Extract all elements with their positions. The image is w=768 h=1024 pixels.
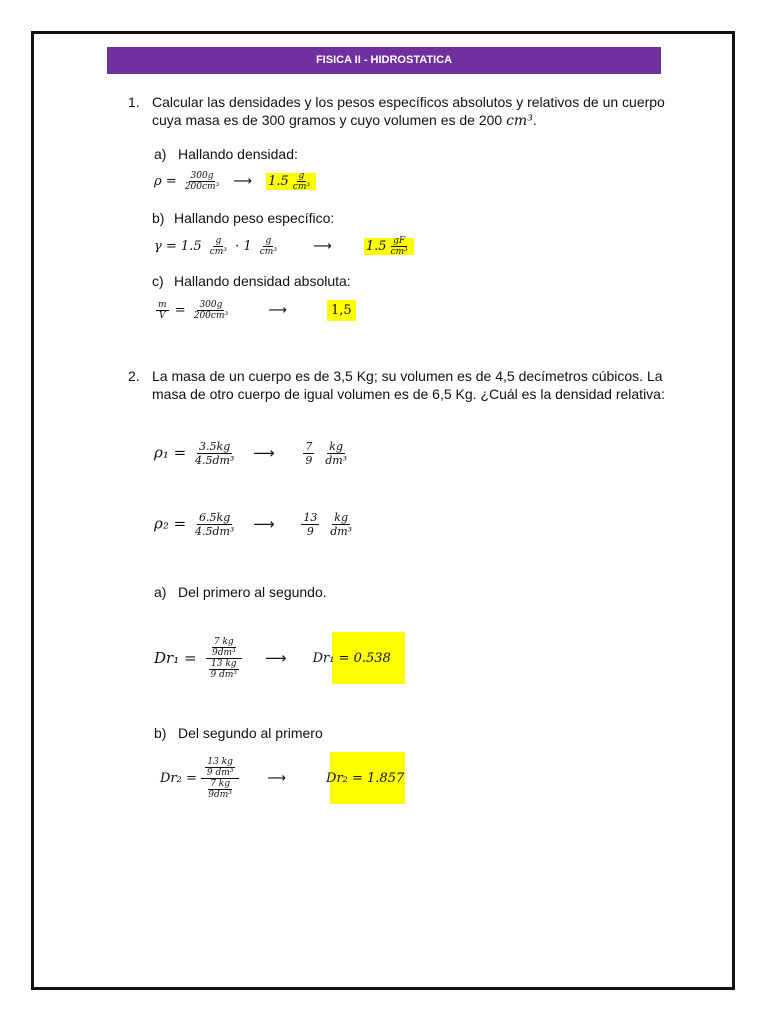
p1-a-result: [266, 173, 316, 190]
dr1-result: Dr₁ = 0.538: [312, 650, 391, 666]
problem1-number: 1.: [128, 94, 140, 110]
dr1-formula: [154, 632, 391, 684]
fraction-denominator: 9: [306, 525, 314, 538]
complex-fraction: [205, 637, 244, 680]
arrow-icon: ⟶: [253, 514, 275, 533]
p1-b-result: [364, 238, 414, 255]
fraction-numerator: 13 kg: [207, 756, 233, 767]
equals-sign: =: [174, 303, 186, 318]
fraction-denominator: 4.5dm³: [194, 525, 235, 538]
p2-b-text: Del segundo al primero: [178, 725, 323, 741]
p1-b-label: b): [152, 210, 165, 226]
fraction: [193, 440, 236, 467]
fraction-numerator: 3.5kg: [199, 440, 231, 453]
result-fraction: [301, 511, 319, 538]
fraction: [183, 171, 221, 192]
unit-fraction: [328, 511, 354, 538]
p1-a-text: Hallando densidad:: [178, 146, 298, 162]
arrow-icon: ⟶: [313, 239, 332, 254]
fraction: [208, 236, 229, 257]
fraction: [193, 511, 236, 538]
page-border: [31, 31, 735, 990]
complex-fraction: [201, 757, 240, 800]
fraction-denominator: [205, 659, 244, 680]
p1-c-result: 1,5: [327, 300, 356, 321]
fraction-denominator: cm³: [390, 247, 408, 257]
fraction-numerator: 7: [305, 440, 313, 453]
problem1-line1: Calcular las densidades y los pesos específicos absolutos y relativos de un cuerpo: [152, 94, 665, 110]
result-value: 1.5: [365, 239, 387, 254]
p1-c-text: Hallando densidad absoluta:: [174, 273, 351, 289]
problem2-line2: masa de otro cuerpo de igual volumen es de 6,5 Kg. ¿Cuál es la densidad relativa:: [152, 386, 665, 402]
fraction-denominator: V: [159, 311, 166, 321]
fraction-denominator: cm³: [292, 182, 310, 192]
p2-b-label: b): [154, 725, 167, 741]
fraction-denominator: 200cm³: [193, 311, 229, 321]
result-fraction: [389, 236, 410, 257]
p2-a-label: a): [154, 584, 167, 600]
fraction-denominator: dm³: [330, 525, 353, 538]
fraction-denominator: 9dm³: [208, 789, 232, 800]
arrow-icon: ⟶: [253, 443, 275, 462]
fraction-numerator: g: [265, 236, 272, 246]
p1-b-text: Hallando peso específico:: [174, 210, 335, 226]
p1-c-label: c): [152, 273, 164, 289]
fraction-denominator: 9 dm³: [210, 669, 238, 680]
arrow-icon: ⟶: [265, 649, 287, 667]
problem1-unit: cm³: [506, 113, 533, 129]
fraction-numerator: g: [298, 171, 305, 181]
dot-operator: · 1: [235, 239, 252, 254]
fraction-numerator: 6.5kg: [199, 511, 231, 524]
fraction-denominator: cm³: [259, 247, 277, 257]
formula-lhs: ρ₁ =: [154, 443, 187, 462]
formula-lhs: ρ₂ =: [154, 514, 187, 533]
problem2-line1: La masa de un cuerpo es de 3,5 Kg; su volumen es de 4,5 decímetros cúbicos. La: [152, 368, 663, 384]
p1-a-formula: [154, 171, 316, 192]
p1-b-formula: [154, 236, 414, 257]
result-fraction: [303, 440, 314, 467]
fraction-denominator: 9: [305, 454, 313, 467]
fraction-numerator: g: [215, 236, 222, 246]
fraction-numerator: 13 kg: [211, 658, 237, 669]
rho2-formula: [154, 511, 356, 538]
fraction-denominator: dm³: [325, 454, 348, 467]
result-fraction: [291, 171, 312, 192]
problem1-period: .: [532, 112, 537, 128]
formula-lhs: Dr₂ =: [160, 770, 197, 786]
fraction: [258, 236, 279, 257]
formula-lhs: ρ =: [154, 174, 177, 189]
fraction-denominator: cm³: [209, 247, 227, 257]
fraction: [206, 779, 234, 800]
fraction-numerator: [201, 757, 240, 779]
fraction-denominator: [202, 779, 238, 800]
fraction-numerator: [206, 637, 242, 659]
fraction-numerator: m: [158, 300, 167, 310]
p1-c-formula: [154, 300, 356, 321]
problem2-statement: [152, 367, 672, 403]
unit-fraction: [323, 440, 349, 467]
fraction: [156, 300, 169, 321]
fraction: [210, 637, 238, 658]
fraction-numerator: 7 kg: [213, 636, 234, 647]
problem1-statement: [152, 93, 672, 130]
problem1-line2: cuya masa es de 300 gramos y cuyo volumen es de 200: [152, 112, 503, 128]
fraction-numerator: 300g: [199, 300, 223, 310]
p1-a-label: a): [154, 146, 167, 162]
result-value: 1.5: [268, 174, 289, 189]
fraction-denominator: 4.5dm³: [194, 454, 235, 467]
arrow-icon: ⟶: [233, 174, 252, 189]
arrow-icon: ⟶: [267, 770, 287, 786]
fraction-numerator: 13: [303, 511, 318, 524]
rho1-formula: [154, 440, 351, 467]
fraction-numerator: 7 kg: [210, 778, 231, 789]
dr2-result: Dr₂ = 1.857: [326, 770, 405, 786]
fraction-denominator: 9dm³: [211, 647, 236, 658]
fraction: [205, 757, 236, 778]
formula-lhs: γ = 1.5: [154, 239, 202, 254]
fraction: [209, 659, 240, 680]
dr2-formula: [160, 752, 404, 804]
fraction-numerator: 300g: [190, 171, 214, 181]
problem2-number: 2.: [128, 368, 140, 384]
p2-a-text: Del primero al segundo.: [178, 584, 327, 600]
formula-lhs: Dr₁ =: [154, 649, 197, 667]
fraction-numerator: kg: [334, 511, 348, 524]
fraction-denominator: 200cm³: [184, 182, 220, 192]
fraction-numerator: gF: [393, 236, 406, 246]
fraction-denominator: 9 dm³: [206, 767, 234, 778]
fraction: [192, 300, 230, 321]
arrow-icon: ⟶: [268, 303, 287, 318]
fraction-numerator: kg: [329, 440, 343, 453]
header-banner: FISICA II - HIDROSTATICA: [107, 47, 661, 74]
